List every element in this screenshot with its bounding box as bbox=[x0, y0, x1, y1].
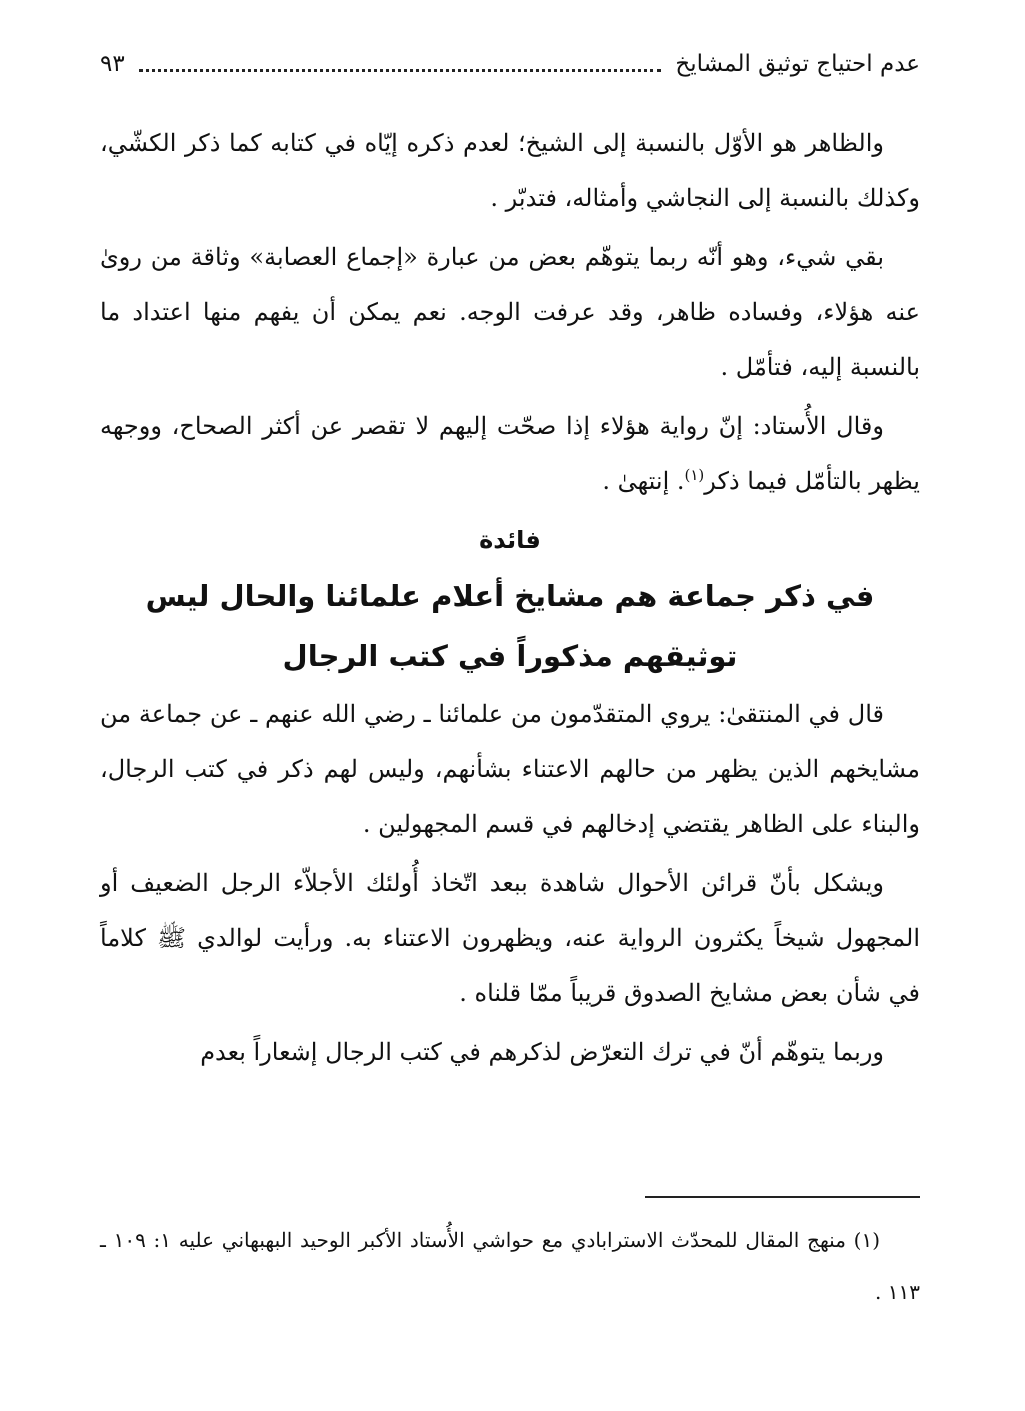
running-header-title: عدم احتياج توثيق المشايخ bbox=[675, 51, 920, 77]
running-header bbox=[100, 42, 920, 86]
paragraph-1: والظاهر هو الأوّل بالنسبة إلى الشيخ؛ لعدم ذكره إيّاه في كتابه كما ذكر الكشّي، وكذلك بالنسبة إلى النجاشي وأمثاله، فتدبّر . bbox=[100, 129, 920, 212]
main-text bbox=[100, 116, 920, 1084]
footnote-divider bbox=[645, 1196, 920, 1198]
footnote-reference[interactable]: (١) bbox=[684, 466, 705, 484]
paragraph-5: ويشكل بأنّ قرائن الأحوال شاهدة ببعد اتّخاذ أُولئك الأجلاّء الرجل الضعيف أو المجهول شيخاً يكثرون الرواية عنه، ويظهرون الاعتناء به. ورأيت لوالدي ﷺ كلاماً في شأن بعض مشايخ الصدوق قريباً ممّا قلناه . bbox=[100, 869, 920, 1007]
footnote: (١) منهج المقال للمحدّث الاسترابادي مع حواشي الأُستاد الأكبر الوحيد البهبهاني عليه ١: ١٠٩ ـ ١١٣ . bbox=[100, 1228, 920, 1304]
page-number: ٩٣ bbox=[100, 51, 125, 77]
paragraph-4: قال في المنتقىٰ: يروي المتقدّمون من علمائنا ـ رضي الله عنهم ـ عن جماعة من مشايخهم الذين يظهر من حالهم الاعتناء بشأنهم، وليس لهم ذكر في كتب الرجال، والبناء على الظاهر يقتضي إدخالهم في قسم المجهولين . bbox=[100, 700, 920, 838]
paragraph-3-text: وقال الأُستاد: إنّ رواية هؤلاء إذا صحّت إليهم لا تقصر عن أكثر الصحاح، ووجهه يظهر بالتأمّل فيما ذكر bbox=[100, 412, 920, 495]
paragraph-2: بقي شيء، وهو أنّه ربما يتوهّم بعض من عبارة «إجماع العصابة» وثاقة من روىٰ عنه هؤلاء، وفساده ظاهر، وقد عرفت الوجه. نعم يمكن أن يفهم منها اعتداد ما بالنسبة إليه، فتأمّل . bbox=[100, 243, 920, 381]
section-heading-line-1: في ذكر جماعة هم مشايخ أعلام علمائنا والحال ليس bbox=[145, 579, 875, 613]
section-label: فائدة bbox=[479, 526, 541, 554]
book-page bbox=[100, 28, 920, 1388]
leader-dots bbox=[139, 69, 662, 72]
section-heading-line-2: توثيقهم مذكوراً في كتب الرجال bbox=[282, 639, 738, 673]
paragraph-6: وربما يتوهّم أنّ في ترك التعرّض لذكرهم في كتب الرجال إشعاراً بعدم bbox=[200, 1038, 884, 1066]
paragraph-3 bbox=[100, 399, 920, 509]
paragraph-3-tail: . إنتهىٰ . bbox=[602, 467, 685, 495]
